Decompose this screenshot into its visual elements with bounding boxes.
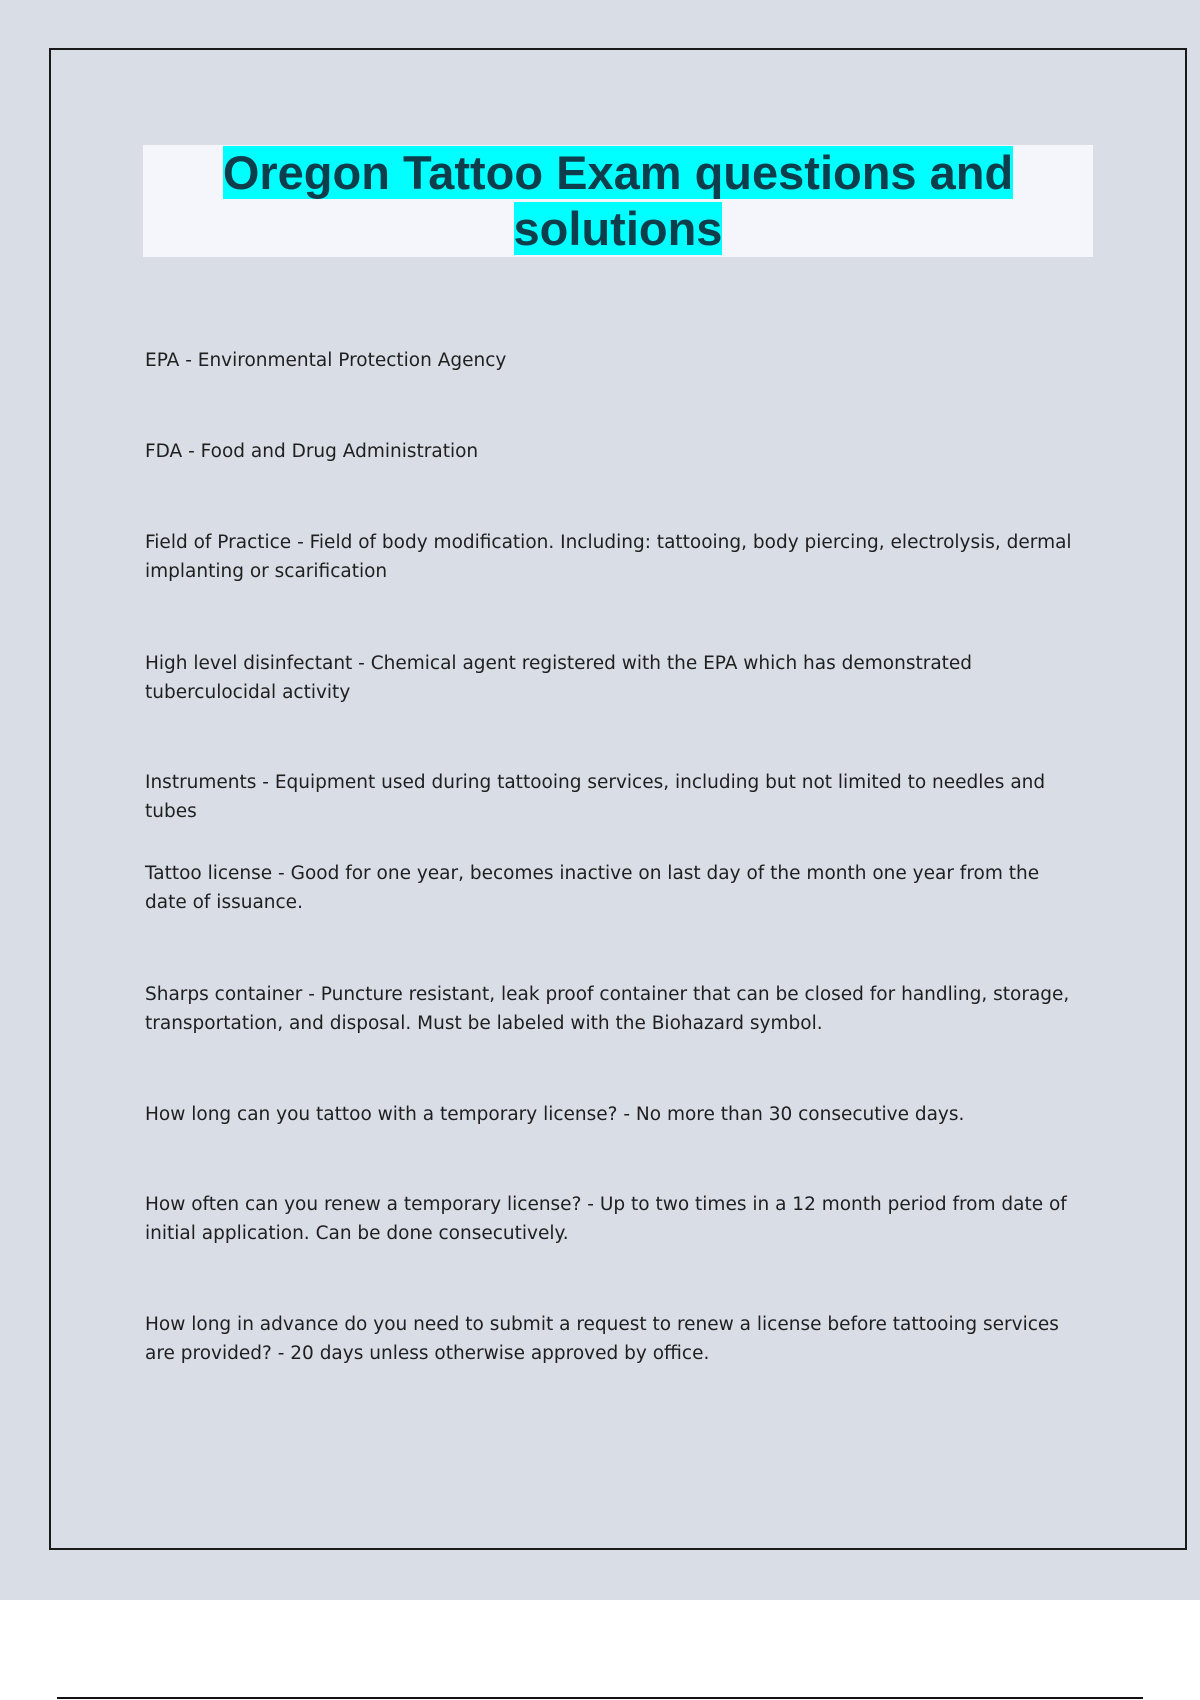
title-banner xyxy=(143,145,1093,257)
qa-entry: Field of Practice - Field of body modification. Including: tattooing, body piercing, electrolysis, dermal implanting or scarification xyxy=(145,532,1072,582)
qa-entry: How long can you tattoo with a temporary license? - No more than 30 consecutive days. xyxy=(145,1104,965,1125)
qa-entry: FDA - Food and Drug Administration xyxy=(145,441,479,462)
qa-entry: How often can you renew a temporary license? - Up to two times in a 12 month period from date of initial application. Can be done consecutively. xyxy=(145,1194,1067,1244)
qa-entry: EPA - Environmental Protection Agency xyxy=(145,350,507,371)
qa-entry: Tattoo license - Good for one year, becomes inactive on last day of the month one year from the date of issuance. xyxy=(145,863,1040,913)
qa-entry: High level disinfectant - Chemical agent registered with the EPA which has demonstrated tuberculocidal activity xyxy=(145,653,973,703)
qa-entry: How long in advance do you need to submit a request to renew a license before tattooing services are provided? - 20 days unless otherwise approved by office. xyxy=(145,1314,1059,1364)
qa-entry: Instruments - Equipment used during tattooing services, including but not limited to needles and tubes xyxy=(145,772,1046,822)
footer-rule xyxy=(57,1697,1143,1699)
qa-entry: Sharps container - Puncture resistant, leak proof container that can be closed for handling, storage, transportation, and disposal. Must be labeled with the Biohazard symbol. xyxy=(145,984,1070,1034)
document-title: Oregon Tattoo Exam questions and solutions xyxy=(222,146,1014,255)
